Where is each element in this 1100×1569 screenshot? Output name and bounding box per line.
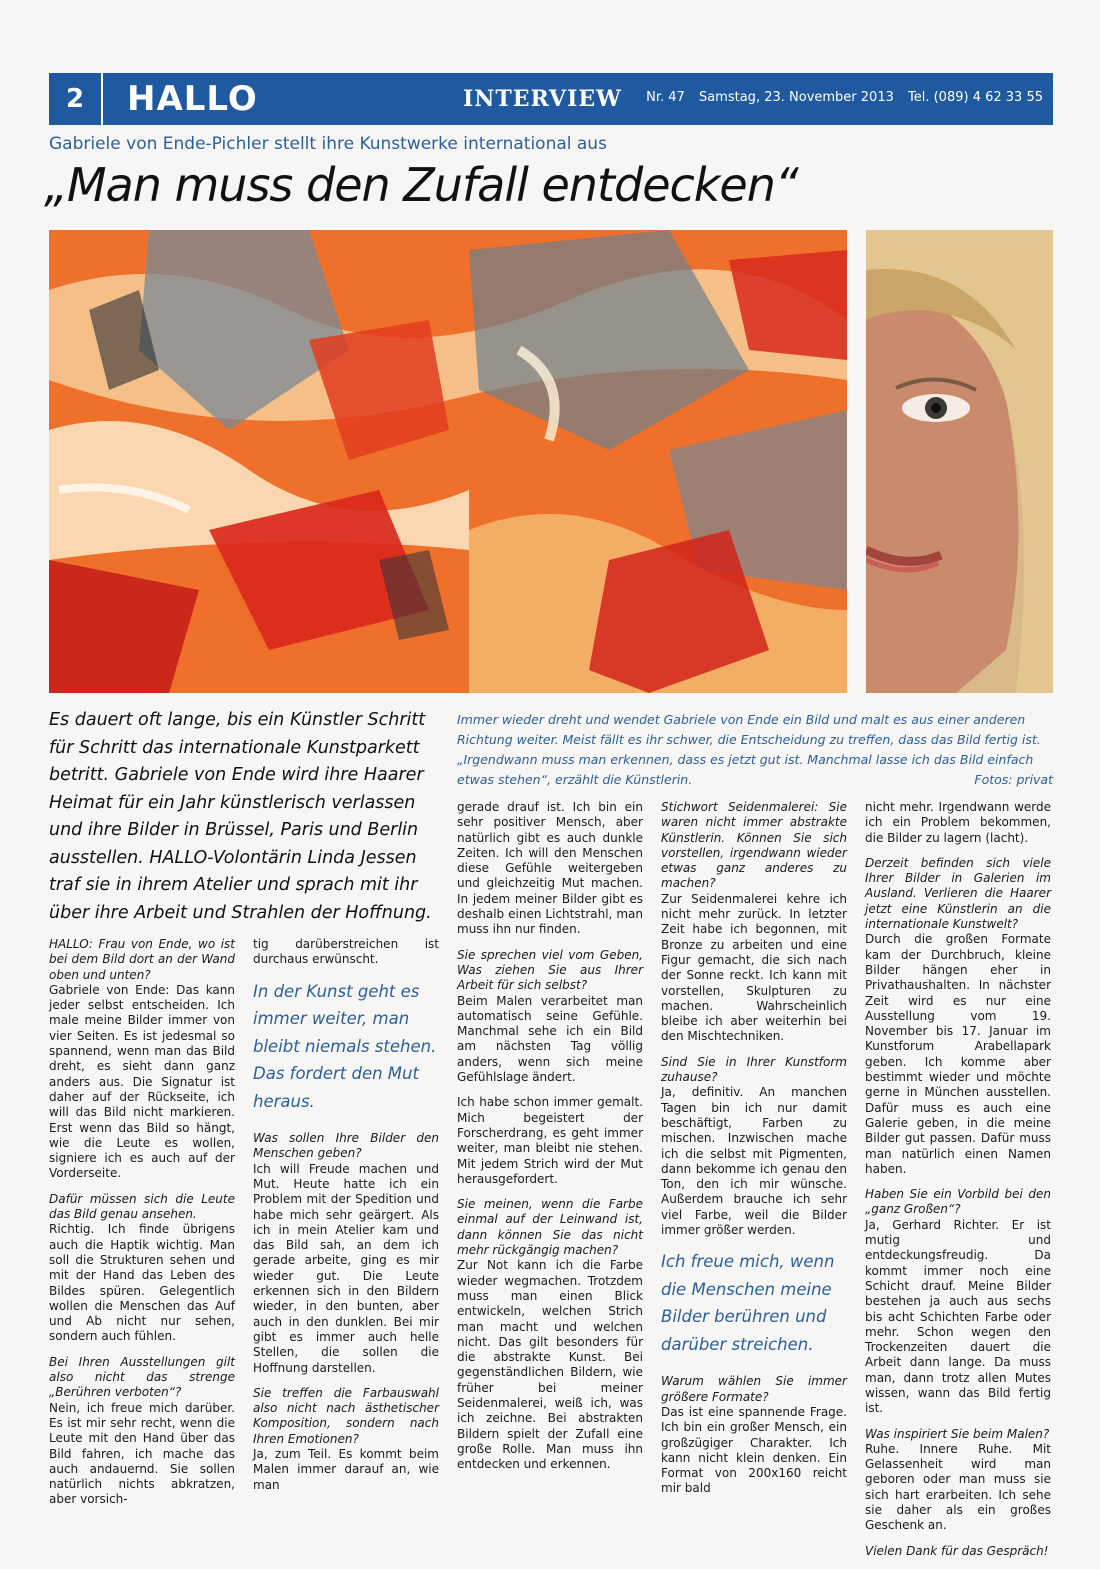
kicker: Gabriele von Ende-Pichler stellt ihre Kunstwerke international aus	[49, 134, 607, 154]
interview-question: Dafür müssen sich die Leute das Bild genau ansehen.	[49, 1191, 235, 1222]
interview-question: Sind Sie in Ihrer Kunstform zuhause?	[661, 1054, 847, 1085]
interview-answer: Durch die großen Formate kam der Durchbruch, kleine Bilder hängen eher in Privathaushalten. In nächster Zeit wird es nur eine Ausstellung vom 19. November bis 17. Januar im Kunstforum Arabellapark geben. Ich komme aber bestimmt wieder und möchte gerne in München ausstellen. Dafür muss es auch eine Galerie geben, in die meine Bilder gut passen. Dafür muss man natürlich einen Namen haben.	[865, 932, 1051, 1176]
closing-line: Vielen Dank für das Gespräch!	[865, 1543, 1049, 1558]
article-column-3	[457, 800, 643, 1482]
interview-question: Sie treffen die Farbauswahl also nicht nach ästhetischer Komposition, sondern nach Ihren Emotionen?	[253, 1385, 439, 1446]
interview-answer: Ja, Gerhard Richter. Er ist mutig und entdeckungsfreudig. Da kommt immer noch eine Schicht drauf. Meine Bilder bestehen ja auch aus sechs bis acht Schichten Farbe oder mehr. Schon wegen den Trockenzeiten dauert die Arbeit dann lange. Da muss man, dann trotz allen Mutes wissen, wann das Bild fertig ist.	[865, 1217, 1051, 1416]
pull-quote: In der Kunst geht es immer weiter, man bleibt niemals stehen. Das fordert den Mut heraus.	[253, 981, 437, 1111]
interview-answer: Ich will Freude machen und Mut. Heute hatte ich ein Problem mit der Spedition und habe mich sehr geärgert. Als ich in mein Atelier kam und das Bild sah, an dem ich gerade arbeite, ging es mir wieder gut. Die Leute erkennen sich in den Bildern wieder, in den bunten, aber auch in den dunklen. Bei mir gibt es immer auch helle Stellen, die sollen die Hoffnung darstellen.	[253, 1161, 439, 1375]
interview-answer: Nein, ich freue mich darüber. Es ist mir sehr recht, wenn die Leute mit den Hand über das Bild fahren, ich mache das auch andauernd. Sie sollen natürlich nichts abkratzen, aber vorsich-	[49, 1400, 235, 1507]
article-column-2	[253, 937, 439, 1503]
article-column-4	[661, 800, 847, 1507]
hallo-logo: HALLO	[127, 79, 258, 119]
interview-answer: Zur Seidenmalerei kehre ich nicht mehr zurück. In letzter Zeit habe ich begonnen, mit Bronze zu arbeiten und eine Figur gemacht, die sich nach der Sonne reckt. Ich kann mit vorstellen, Skulpturen zu machen. Wahrscheinlich bleibe ich aber weiterhin bei den Mischtechniken.	[661, 891, 847, 1044]
interview-answer: gerade drauf ist. Ich bin ein sehr positiver Mensch, aber natürlich gibt es auch dunkle Zeiten. Ich will den Menschen diese Gefühle weitergeben und gleichzeitig Mut machen. In jedem meiner Bilder gibt es deshalb einen Lichtstrahl, man muss ihn nur finden.	[457, 800, 643, 937]
interview-answer: Richtig. Ich finde übrigens auch die Haptik wichtig. Man soll die Strukturen sehen und mit der Hand das Leben des Bildes spüren. Gelegentlich wollen die Menschen das Auf und Ab nicht nur sehen, sondern auch fühlen.	[49, 1222, 235, 1344]
interview-answer: tig darüberstreichen ist durchaus erwünscht.	[253, 937, 439, 967]
phone-number: Tel. (089) 4 62 33 55	[908, 90, 1043, 105]
interview-question: Bei Ihren Ausstellungen gilt also nicht das strenge „Berühren verboten“?	[49, 1354, 235, 1400]
interview-question: Sie meinen, wenn die Farbe einmal auf der Leinwand ist, dann können Sie das nicht mehr rückgängig machen?	[457, 1197, 643, 1258]
article-column-1	[49, 937, 235, 1518]
interview-question: Warum wählen Sie immer größere Formate?	[661, 1374, 847, 1404]
caption-text: Immer wieder dreht und wendet Gabriele von Ende ein Bild und malt es aus einer anderen Richtung weiter. Meist fällt es ihr schwer, die Entscheidung zu treffen, dass das Bild fertig ist. „Irgendwann muss man erkennen, dass es jetzt gut ist. Manchmal lasse ich das Bild einfach etwas stehen“, erzählt die Künstlerin.	[457, 712, 1041, 787]
interview-question: Was sollen Ihre Bilder den Menschen geben?	[253, 1131, 439, 1161]
interview-answer: nicht mehr. Irgendwann werde ich ein Problem bekommen, die Bilder zu lagern (lacht).	[865, 800, 1051, 845]
issue-date: Samstag, 23. November 2013	[698, 90, 894, 105]
interview-question: Stichwort Seidenmalerei: Sie waren nicht immer abstrakte Künstlerin. Können Sie sich vorstellen, irgendwann wieder etwas ganz anderes zu machen?	[661, 800, 847, 891]
interview-answer: Das ist eine spannende Frage. Ich bin ein großer Mensch, ein großzügiger Charakter. Ich kann nicht klein denken. Ein Format von 200x160 reicht mir bald	[661, 1404, 847, 1496]
issue-number: Nr. 47	[646, 90, 685, 105]
lead-paragraph: Es dauert oft lange, bis ein Künstler Schritt für Schritt das internationale Kunstparkett betritt. Gabriele von Ende wird ihre Haarer Heimat für ein Jahr künstlerisch verlassen und ihre Bilder in Brüssel, Paris und Berlin ausstellen. HALLO-Volontärin Linda Jessen traf sie in ihrem Atelier und sprach mit ihr über ihre Arbeit und Strahlen der Hoffnung.	[49, 710, 432, 923]
photo-credit: Fotos: privat	[974, 772, 1053, 787]
painting-photo	[49, 230, 847, 693]
interview-answer: Ich habe schon immer gemalt. Mich begeistert der Forscherdrang, es geht immer weiter, man bleibt nie stehen. Mit jedem Strich wird der Mut herausgefordert.	[457, 1095, 643, 1186]
article-column-5	[865, 800, 1051, 1569]
interview-question: HALLO: Frau von Ende, wo ist bei dem Bild dort an der Wand oben und unten?	[49, 937, 235, 982]
interview-answer: Gabriele von Ende: Das kann jeder selbst entscheiden. Ich male meine Bilder immer von vier Seiten. Es ist jedesmal so spannend, wenn man das Bild dreht, es sieht dann ganz anders aus. Die Signatur ist daher auf der Rückseite, ich will das Bild nicht markieren. Erst wenn das Bild so hängt, wie die Leute es wollen, signiere ich es auch auf der Vorderseite.	[49, 982, 235, 1181]
interview-question: Haben Sie ein Vorbild bei den „ganz Großen“?	[865, 1187, 1051, 1217]
interview-question: Sie sprechen viel vom Geben, Was ziehen Sie aus Ihrer Arbeit für sich selbst?	[457, 947, 643, 993]
interview-answer: Beim Malen verarbeitet man automatisch seine Gefühle. Manchmal sehe ich ein Bild am nächsten Tag völlig anders, wenn sich meine Gefühlslage ändert.	[457, 993, 643, 1085]
headline: „Man muss den Zufall entdecken“	[44, 158, 798, 212]
masthead	[49, 73, 1053, 125]
interview-question: Was inspiriert Sie beim Malen?	[865, 1426, 1050, 1441]
page-number: 2	[49, 73, 103, 125]
interview-answer: Ja, definitiv. An manchen Tagen bin ich nur damit beschäftigt, Farben zu mischen. Inzwischen mache ich die selbst mit Pigmenten, dann bekomme ich genau den Ton, den ich mir wünsche. Außerdem brauche ich sehr viel Farbe, weil die Bilder immer größer werden.	[661, 1085, 847, 1238]
interview-answer: Zur Not kann ich die Farbe wieder wegmachen. Trotzdem muss man einen Blick entwickeln, welchen Strich man macht und welchen nicht. Das gilt besonders für die abstrakte Kunst. Bei gegenständlichen Bildern, wie früher bei meiner Seidenmalerei, weiß ich, was ich zeichne. Bei abstrakten Bildern spielt der Zufall eine große Rolle. Man muss ihn entdecken und erkennen.	[457, 1258, 643, 1472]
portrait-photo	[866, 230, 1053, 693]
section-title: INTERVIEW	[463, 86, 622, 112]
interview-answer: Ruhe. Innere Ruhe. Mit Gelassenheit wird man geboren oder man muss sie sich hart erarbeiten. Ich sehe sie daher als ein großes Geschenk an.	[865, 1441, 1051, 1533]
issue-info	[636, 90, 1043, 105]
interview-question: Derzeit befinden sich viele Ihrer Bilder in Galerien im Ausland. Verlieren die Haarer jetzt eine Künstlerin an die internationale Kunstwelt?	[865, 855, 1051, 932]
pull-quote: Ich freue mich, wenn die Menschen meine Bilder berühren und darüber streichen.	[661, 1252, 835, 1354]
interview-answer: Ja, zum Teil. Es kommt beim Malen immer darauf an, wie man	[253, 1447, 439, 1492]
photo-caption	[457, 710, 1053, 790]
